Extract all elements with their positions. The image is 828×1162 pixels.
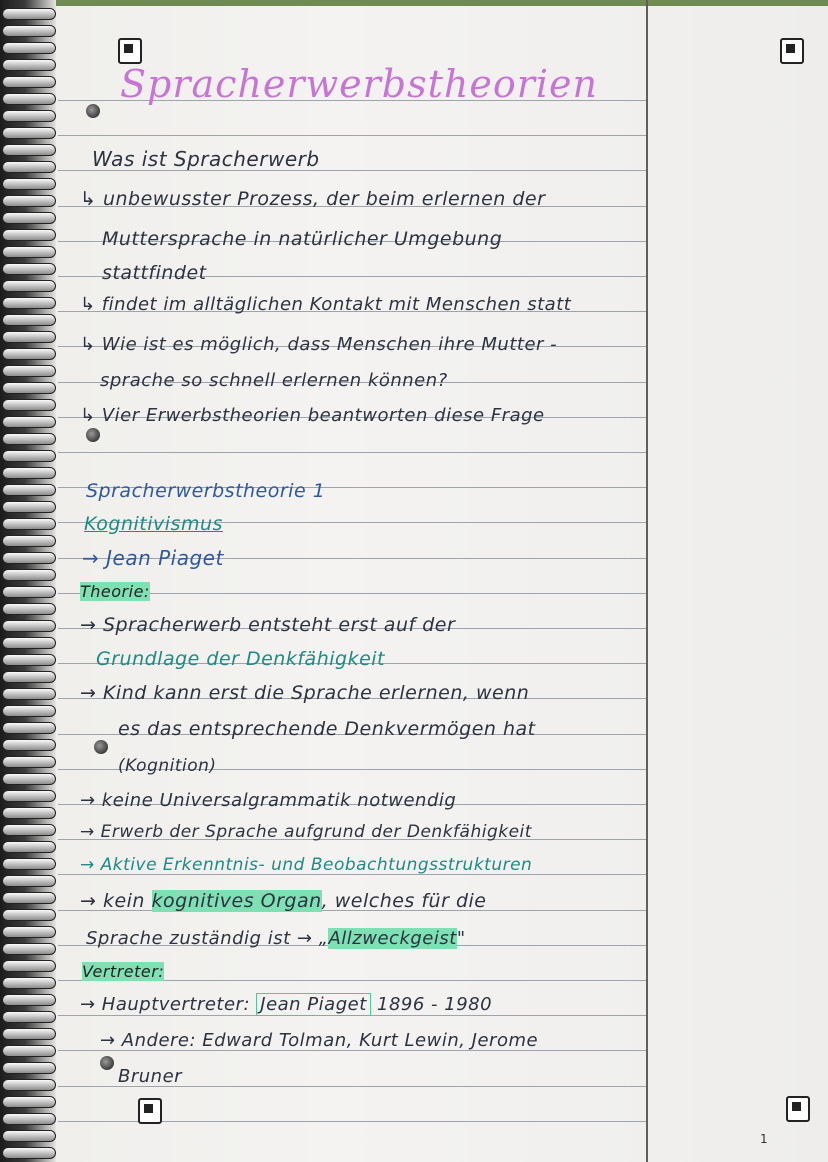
notebook-logo-icon: [118, 38, 142, 64]
page-title: Spracherwerbstheorien: [120, 62, 598, 106]
theory-label: Theorie:: [80, 582, 150, 601]
spiral-coil: [2, 960, 56, 972]
note-line: ↳ Vier Erwerbstheorien beantworten diese Frage: [80, 405, 545, 426]
spiral-coil: [2, 348, 56, 360]
spiral-coil: [2, 518, 56, 530]
spiral-coil: [2, 1079, 56, 1091]
vertreter-label: Vertreter:: [82, 962, 165, 981]
spiral-coil: [2, 144, 56, 156]
spiral-coil: [2, 705, 56, 717]
spiral-coil: [2, 637, 56, 649]
section-heading: Spracherwerbstheorie 1: [86, 480, 326, 502]
note-line: Grundlage der Denkfähigkeit: [96, 648, 385, 670]
spiral-coil: [2, 365, 56, 377]
spiral-coil: [2, 994, 56, 1006]
note-line: sprache so schnell erlernen können?: [100, 370, 448, 391]
spiral-coil: [2, 688, 56, 700]
note-line: → Hauptvertreter: Jean Piaget 1896 - 1980: [80, 994, 493, 1015]
spiral-coil: [2, 246, 56, 258]
spiral-coil: [2, 909, 56, 921]
spiral-coil: [2, 501, 56, 513]
spiral-coil: [2, 1011, 56, 1023]
note-line: → Erwerb der Sprache aufgrund der Denkfähigkeit: [80, 822, 532, 842]
spiral-coil: [2, 314, 56, 326]
punch-hole: [86, 428, 100, 442]
spiral-coil: [2, 399, 56, 411]
spiral-coil: [2, 110, 56, 122]
note-line: → Spracherwerb entsteht erst auf der: [80, 614, 456, 636]
section-heading: Was ist Spracherwerb: [92, 147, 320, 171]
spiral-coil: [2, 569, 56, 581]
spiral-coil: [2, 229, 56, 241]
spiral-coil: [2, 1113, 56, 1125]
spiral-coil: [2, 620, 56, 632]
spiral-coil: [2, 433, 56, 445]
note-line: (Kognition): [118, 756, 217, 776]
spiral-coil: [2, 552, 56, 564]
spiral-coil: [2, 739, 56, 751]
note-line: ↳ findet im alltäglichen Kontakt mit Menschen statt: [80, 294, 572, 315]
spiral-coil: [2, 382, 56, 394]
spiral-coil: [2, 943, 56, 955]
spiral-coil: [2, 297, 56, 309]
spiral-coil: [2, 484, 56, 496]
section-subheading: Kognitivismus: [84, 513, 223, 535]
spiral-coil: [2, 875, 56, 887]
spiral-coil: [2, 161, 56, 173]
spiral-binding: [0, 0, 56, 1162]
spiral-coil: [2, 926, 56, 938]
punch-hole: [94, 740, 108, 754]
note-line: → kein kognitives Organ, welches für die: [80, 890, 487, 912]
notebook-logo-icon: [786, 1096, 810, 1122]
spiral-coil: [2, 773, 56, 785]
ruled-line: [58, 135, 646, 136]
spiral-coil: [2, 722, 56, 734]
spiral-coil: [2, 1062, 56, 1074]
note-line: → Kind kann erst die Sprache erlernen, wenn: [80, 682, 530, 704]
spiral-coil: [2, 977, 56, 989]
ruled-line: [58, 452, 646, 453]
note-line: → Andere: Edward Tolman, Kurt Lewin, Jerome: [100, 1030, 539, 1051]
margin-line: [646, 0, 648, 1162]
spiral-coil: [2, 824, 56, 836]
page-number: 1: [760, 1132, 768, 1146]
spiral-coil: [2, 212, 56, 224]
note-line: Sprache zuständig ist → „Allzweckgeist": [86, 928, 466, 949]
spiral-coil: [2, 1045, 56, 1057]
note-line: stattfindet: [102, 262, 207, 284]
note-line: → keine Universalgrammatik notwendig: [80, 790, 457, 811]
spiral-coil: [2, 603, 56, 615]
notebook-logo-icon: [780, 38, 804, 64]
note-line: Bruner: [118, 1066, 183, 1087]
spiral-coil: [2, 76, 56, 88]
spiral-coil: [2, 8, 56, 20]
spiral-coil: [2, 858, 56, 870]
spiral-coil: [2, 807, 56, 819]
spiral-coil: [2, 654, 56, 666]
spiral-coil: [2, 59, 56, 71]
spiral-coil: [2, 195, 56, 207]
spiral-coil: [2, 1096, 56, 1108]
note-line: Muttersprache in natürlicher Umgebung: [102, 228, 503, 250]
spiral-coil: [2, 892, 56, 904]
note-line: es das entsprechende Denkvermögen hat: [118, 718, 536, 740]
spiral-coil: [2, 178, 56, 190]
spiral-coil: [2, 331, 56, 343]
spiral-coil: [2, 467, 56, 479]
spiral-coil: [2, 42, 56, 54]
spiral-coil: [2, 1028, 56, 1040]
spiral-coil: [2, 25, 56, 37]
spiral-coil: [2, 450, 56, 462]
spiral-coil: [2, 756, 56, 768]
note-line: ↳ Wie ist es möglich, dass Menschen ihre Mutter -: [80, 334, 558, 355]
spiral-coil: [2, 586, 56, 598]
punch-hole: [86, 104, 100, 118]
spiral-coil: [2, 671, 56, 683]
spiral-coil: [2, 93, 56, 105]
background-edge: [0, 0, 828, 6]
note-line: → Aktive Erkenntnis- und Beobachtungsstrukturen: [80, 855, 533, 875]
spiral-coil: [2, 127, 56, 139]
spiral-coil: [2, 790, 56, 802]
spiral-coil: [2, 1130, 56, 1142]
note-line: → Jean Piaget: [82, 546, 224, 570]
spiral-coil: [2, 841, 56, 853]
spiral-coil: [2, 416, 56, 428]
notebook-logo-icon: [138, 1098, 162, 1124]
spiral-coil: [2, 1147, 56, 1159]
spiral-coil: [2, 535, 56, 547]
spiral-coil: [2, 263, 56, 275]
note-line: ↳ unbewusster Prozess, der beim erlernen der: [80, 188, 546, 210]
punch-hole: [100, 1056, 114, 1070]
spiral-coil: [2, 280, 56, 292]
